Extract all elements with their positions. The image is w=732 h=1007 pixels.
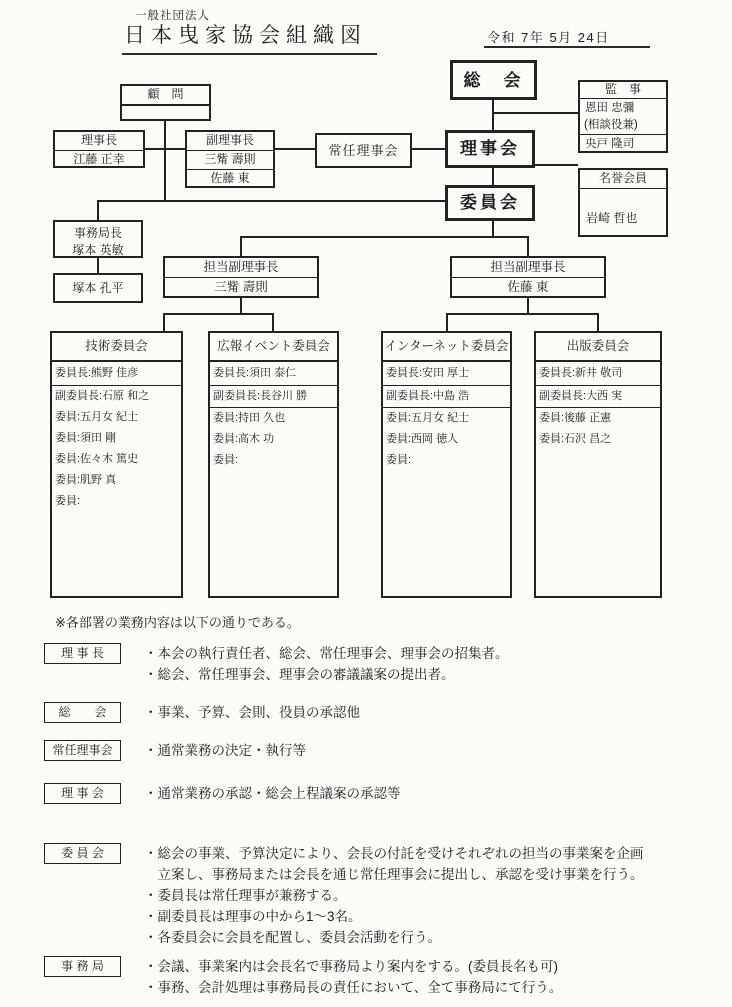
section-label: 理 事 長 bbox=[44, 643, 121, 664]
connector-to-jimukyokucho bbox=[97, 200, 99, 220]
auditor-name-2: 央戸 隆司 bbox=[585, 138, 635, 150]
connector-iinkai-drop bbox=[492, 220, 494, 237]
box-honorary-member bbox=[578, 168, 668, 237]
section-line: 立案し、事務局または会長を通じ常任理事会に提出し、承認を受け事業を行う。 bbox=[144, 867, 644, 882]
box-advisor bbox=[120, 84, 211, 121]
deputy-vice-chairman-left-title: 担当副理事長 bbox=[165, 258, 317, 278]
committee-chair-row: 委員長:安田 厚士 bbox=[383, 362, 510, 386]
box-vice-chairman bbox=[185, 130, 275, 188]
connector-komon-drop bbox=[164, 120, 166, 202]
committee-box-publishing bbox=[534, 331, 662, 598]
chairman-name: 江藤 正幸 bbox=[73, 152, 125, 166]
box-secretariat-staff: 塚本 孔平 bbox=[53, 273, 143, 303]
duties-note: ※各部署の業務内容は以下の通りである。 bbox=[55, 615, 300, 630]
committee-vice-chair-row: 副委員長:石原 和之 bbox=[55, 390, 150, 402]
deputy-vice-chairman-right-name: 佐藤 東 bbox=[507, 280, 549, 294]
deputy-vice-chairman-right-title: 担当副理事長 bbox=[452, 258, 604, 278]
box-chairman bbox=[53, 130, 145, 168]
section-lines bbox=[144, 843, 644, 948]
deputy-vice-chairman-left-name: 三觜 壽則 bbox=[214, 280, 268, 294]
committee-vice-chair-row: 副委員長:中島 浩 bbox=[383, 386, 510, 408]
auditor-name-1-note: (相談役兼) bbox=[580, 117, 666, 135]
section-label: 理 事 会 bbox=[44, 783, 121, 804]
committee-box-technical bbox=[50, 331, 183, 598]
section-line: ・通常業務の承認・総会上程議案の承認等 bbox=[144, 786, 401, 801]
committee-chair-row: 委員長:新井 敬司 bbox=[536, 362, 660, 386]
section-line: ・会議、事業案内は会長名で事務局より案内をする。(委員長名も可) bbox=[144, 959, 558, 974]
committee-title: 出版委員会 bbox=[536, 333, 660, 362]
committee-member-row: 委員: bbox=[213, 454, 239, 466]
connector-soukai-rijikai bbox=[492, 100, 494, 131]
connector-to-meiyo bbox=[535, 164, 578, 166]
chairman-title: 理事長 bbox=[55, 132, 143, 151]
box-secretary-general bbox=[53, 220, 143, 258]
section-label: 事 務 局 bbox=[44, 956, 121, 977]
connector-drop-shuppan bbox=[597, 313, 599, 331]
honorary-member-name: 岩崎 哲也 bbox=[586, 211, 638, 225]
committee-member-row: 委員:須田 剛 bbox=[55, 432, 117, 444]
committee-box-pr-event bbox=[208, 331, 339, 598]
committee-vice-chair-row: 副委員長:長谷川 勝 bbox=[210, 386, 337, 408]
section-line: ・本会の執行責任者、総会、常任理事会、理事会の招集者。 bbox=[144, 646, 509, 661]
committee-member-row: 委員:持田 久也 bbox=[213, 412, 286, 424]
section-lines bbox=[144, 643, 509, 685]
connector-left-riser bbox=[240, 298, 242, 314]
section-line: ・総会の事業、予算決定により、会長の付託を受けそれぞれの担当の事業案を企画 bbox=[144, 846, 644, 861]
committee-title: 技術委員会 bbox=[52, 333, 181, 362]
committee-member-row: 委員:佐々木 篤史 bbox=[55, 453, 139, 465]
section-line: ・事務、会計処理は事務局長の責任において、全て事務局にて行う。 bbox=[144, 980, 563, 995]
secretary-general-name: 塚本 英敏 bbox=[72, 243, 124, 257]
box-board-of-directors: 理事会 bbox=[445, 130, 535, 168]
document-date: 令和 7年 5月 24日 bbox=[487, 30, 610, 45]
box-standing-board: 常任理事会 bbox=[315, 133, 412, 168]
committee-chair-row: 委員長:熊野 佳彦 bbox=[52, 362, 181, 386]
page-title: 日本曳家協会組織図 bbox=[122, 19, 377, 55]
committee-member-row: 委員:後藤 正憲 bbox=[539, 412, 612, 424]
corporate-type-label: 一般社団法人 bbox=[135, 10, 210, 22]
section-line: ・委員長は常任理事が兼務する。 bbox=[144, 888, 347, 903]
section-lines bbox=[144, 956, 562, 998]
honorary-member-title: 名誉会員 bbox=[580, 170, 666, 189]
committee-title: 広報イベント委員会 bbox=[210, 333, 337, 362]
section-line: ・通常業務の決定・執行等 bbox=[144, 743, 306, 758]
box-general-meeting: 総 会 bbox=[450, 60, 537, 100]
committee-chair-row: 委員長:須田 泰仁 bbox=[210, 362, 337, 386]
connector-right-horizontal bbox=[446, 313, 599, 315]
connector-tanto-right-drop bbox=[527, 236, 529, 256]
committee-member-row: 委員:高木 功 bbox=[213, 433, 275, 445]
connector-drop-kouhou bbox=[272, 313, 274, 331]
connector-right-riser bbox=[527, 298, 529, 314]
committee-member-row: 委員:肌野 真 bbox=[55, 474, 117, 486]
auditor-title: 監 事 bbox=[580, 82, 666, 99]
connector-left-horizontal bbox=[163, 313, 274, 315]
committee-vice-chair-row: 副委員長:大西 実 bbox=[536, 386, 660, 408]
committee-title: インターネット委員会 bbox=[383, 333, 510, 362]
connector-rijikai-iinkai bbox=[492, 167, 494, 186]
section-label: 常任理事会 bbox=[44, 740, 121, 761]
committee-box-internet bbox=[381, 331, 512, 598]
committee-member-row: 委員: bbox=[55, 495, 81, 507]
committee-member-row: 委員:五月女 紀士 bbox=[386, 412, 470, 424]
section-line: ・事業、予算、会則、役員の承認他 bbox=[144, 705, 360, 720]
connector-jimukyokucho-staff bbox=[97, 258, 99, 273]
box-auditor bbox=[578, 80, 668, 153]
committee-member-row: 委員:西岡 徳人 bbox=[386, 433, 459, 445]
section-label: 総 会 bbox=[44, 702, 121, 723]
secretary-general-title: 事務局長 bbox=[73, 226, 122, 240]
auditor-name-1: 恩田 忠彌 bbox=[585, 102, 635, 114]
connector-drop-internet bbox=[446, 313, 448, 331]
vice-chairman-title: 副理事長 bbox=[187, 132, 273, 151]
advisor-title: 顧 問 bbox=[122, 86, 209, 106]
connector-tanto-left-drop bbox=[240, 236, 242, 256]
section-lines bbox=[144, 740, 306, 761]
date-underline bbox=[484, 46, 650, 48]
section-label: 委 員 会 bbox=[44, 843, 121, 864]
connector-drop-gijutsu bbox=[163, 313, 165, 331]
section-lines bbox=[144, 702, 360, 723]
box-deputy-vice-chairman-right bbox=[450, 256, 606, 298]
connector-iinkai-left bbox=[97, 200, 446, 202]
section-line: ・副委員長は理事の中から1～3名。 bbox=[144, 909, 362, 924]
section-lines bbox=[144, 783, 401, 804]
committee-member-row: 委員: bbox=[386, 454, 412, 466]
box-deputy-vice-chairman-left bbox=[163, 256, 319, 298]
box-committees: 委員会 bbox=[445, 185, 535, 221]
connector-tanto-horizontal bbox=[240, 236, 529, 238]
vice-chairman-name-2: 佐藤 東 bbox=[210, 171, 250, 185]
committee-member-row: 委員:五月女 紀士 bbox=[55, 411, 139, 423]
committee-member-row: 委員:石沢 昌之 bbox=[539, 433, 612, 445]
section-line: ・総会、常任理事会、理事会の審議議案の提出者。 bbox=[144, 667, 455, 682]
vice-chairman-name-1: 三觜 壽則 bbox=[187, 151, 273, 170]
section-line: ・各委員会に会員を配置し、委員会活動を行う。 bbox=[144, 930, 441, 945]
connector-to-kanji bbox=[493, 112, 578, 114]
